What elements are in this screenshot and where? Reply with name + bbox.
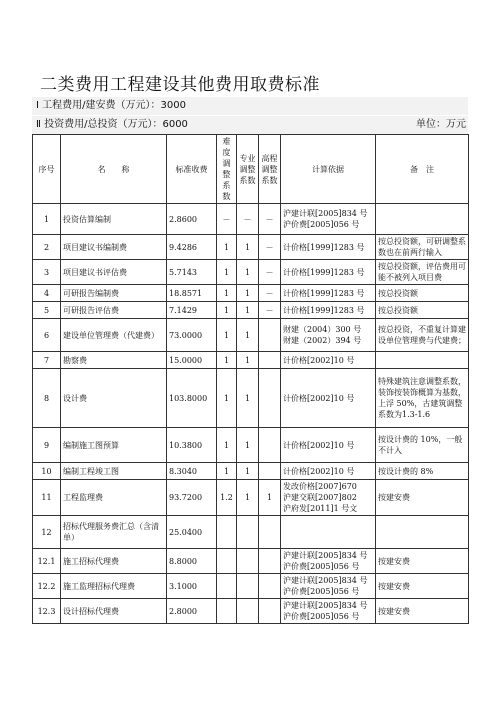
row-index: 8 bbox=[33, 369, 61, 428]
row-elevation-factor bbox=[259, 428, 281, 463]
row-notes: 按设计费的 10%，一般不计入 bbox=[376, 428, 469, 463]
row-basis: 计价格[1999]1283 号 bbox=[281, 285, 376, 302]
row-name: 项目建议书评估费 bbox=[61, 260, 167, 285]
row-name: 勘察费 bbox=[61, 352, 167, 369]
table-row bbox=[33, 369, 469, 428]
row-basis: 计价格[1999]1283 号 bbox=[281, 235, 376, 260]
row-index: 7 bbox=[33, 352, 61, 369]
row-notes: 按建安费 bbox=[376, 549, 469, 574]
row-specialty-factor: － bbox=[237, 204, 259, 235]
table-row bbox=[33, 428, 469, 463]
row-basis: 沪建计联[2005]834 号 沪价费[2005]056 号 bbox=[281, 599, 376, 624]
row-standard-fee: 10.3800 bbox=[167, 428, 217, 463]
fee-table bbox=[32, 134, 469, 624]
header-basis: 计算依据 bbox=[281, 135, 376, 204]
row-specialty-factor bbox=[237, 549, 259, 574]
row-difficulty-factor bbox=[217, 599, 237, 624]
row-specialty-factor: 1 bbox=[237, 480, 259, 516]
row-notes: 特殊建筑注意调整系数，装饰按装饰概算为基数，上浮 50%，古建筑调整系数为1.3-1.6 bbox=[376, 369, 469, 428]
investment-cost-line bbox=[32, 116, 468, 134]
row-specialty-factor: 1 bbox=[237, 463, 259, 480]
row-basis: 计价格[1999]1283 号 bbox=[281, 302, 376, 319]
row-basis: 沪建计联[2005]834 号 沪价费[2005]056 号 bbox=[281, 204, 376, 235]
row-specialty-factor: 1 bbox=[237, 428, 259, 463]
row-basis bbox=[281, 516, 376, 549]
row-specialty-factor: 1 bbox=[237, 235, 259, 260]
row-elevation-factor bbox=[259, 369, 281, 428]
row-name: 编制工程竣工图 bbox=[61, 463, 167, 480]
row-index: 9 bbox=[33, 428, 61, 463]
row-specialty-factor: 1 bbox=[237, 352, 259, 369]
row-standard-fee: 5.7143 bbox=[167, 260, 217, 285]
row-basis: 计价格[2002]10 号 bbox=[281, 428, 376, 463]
table-row bbox=[33, 285, 469, 302]
row-index: 10 bbox=[33, 463, 61, 480]
table-row bbox=[33, 302, 469, 319]
table-row bbox=[33, 549, 469, 574]
row-name: 施工招标代理费 bbox=[61, 549, 167, 574]
row-index: 11 bbox=[33, 480, 61, 516]
row-difficulty-factor bbox=[217, 574, 237, 599]
row-elevation-factor bbox=[259, 599, 281, 624]
row-specialty-factor: 1 bbox=[237, 319, 259, 352]
row-index: 12.3 bbox=[33, 599, 61, 624]
row-name: 工程监理费 bbox=[61, 480, 167, 516]
row-difficulty-factor: 1 bbox=[217, 285, 237, 302]
row-difficulty-factor: 1 bbox=[217, 428, 237, 463]
row-difficulty-factor: 1 bbox=[217, 302, 237, 319]
table-row bbox=[33, 574, 469, 599]
row-specialty-factor bbox=[237, 599, 259, 624]
row-standard-fee: 2.8600 bbox=[167, 204, 217, 235]
row-difficulty-factor bbox=[217, 549, 237, 574]
table-row bbox=[33, 204, 469, 235]
row-difficulty-factor: － bbox=[217, 204, 237, 235]
row-name: 编制施工图预算 bbox=[61, 428, 167, 463]
row-standard-fee: 103.8000 bbox=[167, 369, 217, 428]
row-elevation-factor: 1 bbox=[259, 480, 281, 516]
investment-cost-text: Ⅱ 投资费用/总投资（万元）：6000 bbox=[36, 119, 188, 130]
row-index: 12.2 bbox=[33, 574, 61, 599]
construction-cost-text: Ⅰ 工程费用/建安费（万元）：3000 bbox=[36, 100, 186, 111]
table-row bbox=[33, 599, 469, 624]
row-standard-fee: 9.4286 bbox=[167, 235, 217, 260]
table-header-row bbox=[33, 135, 469, 204]
row-standard-fee: 18.8571 bbox=[167, 285, 217, 302]
row-index: 2 bbox=[33, 235, 61, 260]
table-row bbox=[33, 516, 469, 549]
row-index: 6 bbox=[33, 319, 61, 352]
row-difficulty-factor: 1 bbox=[217, 463, 237, 480]
row-index: 5 bbox=[33, 302, 61, 319]
row-name: 招标代理服务费汇总（含清单） bbox=[61, 516, 167, 549]
row-name: 施工监理招标代理费 bbox=[61, 574, 167, 599]
row-standard-fee: 7.1429 bbox=[167, 302, 217, 319]
row-notes: 按总投资，不重复计算建设单位管理费与代建费； bbox=[376, 319, 469, 352]
row-elevation-factor bbox=[259, 574, 281, 599]
row-notes bbox=[376, 516, 469, 549]
row-standard-fee: 8.3040 bbox=[167, 463, 217, 480]
row-basis: 发改价格[2007]670 沪建交联[2007]802 沪府发[2011]1 号文 bbox=[281, 480, 376, 516]
row-standard-fee: 2.8000 bbox=[167, 599, 217, 624]
row-specialty-factor: 1 bbox=[237, 285, 259, 302]
table-row bbox=[33, 235, 469, 260]
row-standard-fee: 73.0000 bbox=[167, 319, 217, 352]
row-notes: 按总投资额，可研调整系数也在前两行输入 bbox=[376, 235, 469, 260]
row-name: 建设单位管理费（代建费） bbox=[61, 319, 167, 352]
row-index: 3 bbox=[33, 260, 61, 285]
row-notes: 按建安费 bbox=[376, 599, 469, 624]
row-name: 投资估算编制 bbox=[61, 204, 167, 235]
row-basis: 沪建计联[2005]834 号 沪价费[2005]056 号 bbox=[281, 549, 376, 574]
row-basis: 计价格[2002]10 号 bbox=[281, 463, 376, 480]
row-notes: 按总投资额 bbox=[376, 285, 469, 302]
header-name: 名 称 bbox=[61, 135, 167, 204]
row-standard-fee: 3.1000 bbox=[167, 574, 217, 599]
row-elevation-factor bbox=[259, 516, 281, 549]
row-specialty-factor: 1 bbox=[237, 369, 259, 428]
table-row bbox=[33, 319, 469, 352]
header-notes: 备 注 bbox=[376, 135, 469, 204]
construction-cost-line bbox=[32, 97, 468, 115]
row-elevation-factor: － bbox=[259, 302, 281, 319]
row-basis: 计价格[2002]10 号 bbox=[281, 352, 376, 369]
row-notes bbox=[376, 204, 469, 235]
row-difficulty-factor: 1 bbox=[217, 369, 237, 428]
table-row bbox=[33, 463, 469, 480]
row-difficulty-factor bbox=[217, 516, 237, 549]
row-basis: 财建（2004）300 号 财建（2002）394 号 bbox=[281, 319, 376, 352]
row-notes: 按建安费 bbox=[376, 480, 469, 516]
header-index: 序号 bbox=[33, 135, 61, 204]
row-elevation-factor bbox=[259, 463, 281, 480]
row-elevation-factor: － bbox=[259, 285, 281, 302]
row-difficulty-factor: 1 bbox=[217, 319, 237, 352]
row-index: 4 bbox=[33, 285, 61, 302]
row-name: 可研报告编制费 bbox=[61, 285, 167, 302]
row-notes bbox=[376, 352, 469, 369]
row-elevation-factor bbox=[259, 549, 281, 574]
row-index: 12 bbox=[33, 516, 61, 549]
page-title: 二类费用工程建设其他费用取费标准 bbox=[40, 75, 320, 95]
header-difficulty-factor: 难度调整系数 bbox=[217, 135, 237, 204]
row-notes: 按总投资额 bbox=[376, 302, 469, 319]
row-elevation-factor: － bbox=[259, 260, 281, 285]
row-standard-fee: 25.0400 bbox=[167, 516, 217, 549]
unit-label: 单位：万元 bbox=[416, 119, 466, 130]
row-elevation-factor: － bbox=[259, 204, 281, 235]
row-elevation-factor: － bbox=[259, 235, 281, 260]
row-name: 设计招标代理费 bbox=[61, 599, 167, 624]
row-name: 可研报告评估费 bbox=[61, 302, 167, 319]
row-specialty-factor: 1 bbox=[237, 302, 259, 319]
row-notes: 按总投资额，评估费用可能不被列入项目费 bbox=[376, 260, 469, 285]
header-specialty-factor: 专业调整系数 bbox=[237, 135, 259, 204]
row-difficulty-factor: 1 bbox=[217, 235, 237, 260]
table-row bbox=[33, 480, 469, 516]
row-index: 12.1 bbox=[33, 549, 61, 574]
row-elevation-factor bbox=[259, 319, 281, 352]
row-notes: 按建安费 bbox=[376, 574, 469, 599]
row-notes: 按设计费的 8% bbox=[376, 463, 469, 480]
row-elevation-factor bbox=[259, 352, 281, 369]
row-standard-fee: 93.7200 bbox=[167, 480, 217, 516]
table-row bbox=[33, 260, 469, 285]
row-index: 1 bbox=[33, 204, 61, 235]
row-specialty-factor bbox=[237, 516, 259, 549]
row-specialty-factor bbox=[237, 574, 259, 599]
row-specialty-factor: 1 bbox=[237, 260, 259, 285]
row-basis: 计价格[2002]10 号 bbox=[281, 369, 376, 428]
row-name: 项目建议书编制费 bbox=[61, 235, 167, 260]
row-standard-fee: 8.8000 bbox=[167, 549, 217, 574]
row-basis: 计价格[1999]1283 号 bbox=[281, 260, 376, 285]
header-elevation-factor: 高程调整系数 bbox=[259, 135, 281, 204]
row-difficulty-factor: 1 bbox=[217, 260, 237, 285]
row-basis: 沪建计联[2005]834 号 沪价费[2005]056 号 bbox=[281, 574, 376, 599]
row-difficulty-factor: 1.2 bbox=[217, 480, 237, 516]
table-row bbox=[33, 352, 469, 369]
header-standard-fee: 标准收费 bbox=[167, 135, 217, 204]
row-name: 设计费 bbox=[61, 369, 167, 428]
row-difficulty-factor: 1 bbox=[217, 352, 237, 369]
row-standard-fee: 15.0000 bbox=[167, 352, 217, 369]
